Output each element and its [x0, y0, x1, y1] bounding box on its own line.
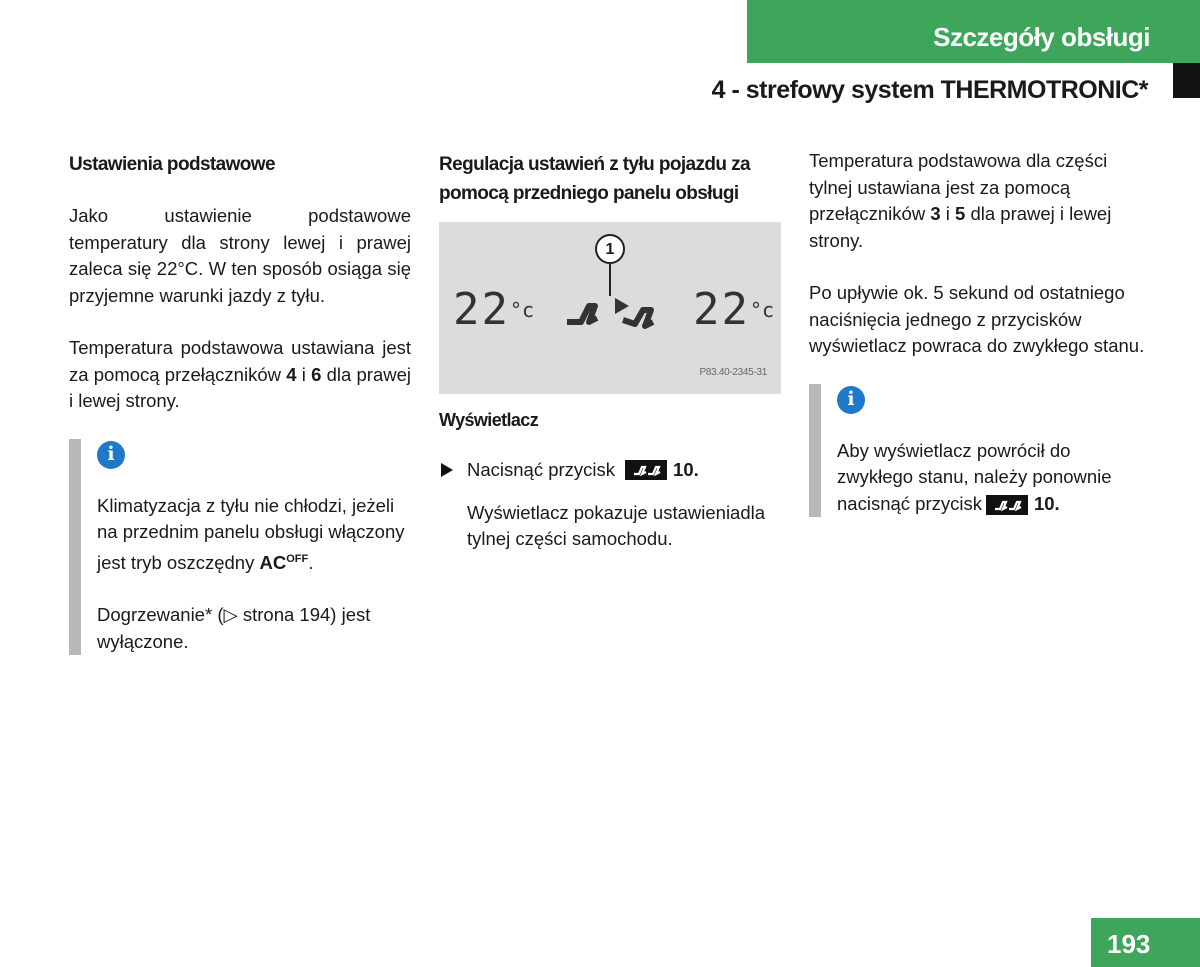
column-middle: [439, 150, 781, 553]
text: Temperatura podstawowa ustawiana jest za pomocą przełączników: [69, 337, 411, 385]
subheading-display: Wyświetlacz: [439, 410, 539, 430]
paragraph: Po upływie ok. 5 sekund od ostatniego naciśnięcia jednego z przycisków wyświetlacz powraca do zwykłego stanu.: [809, 282, 1145, 356]
text: i: [296, 363, 312, 385]
text: strona 194) jest wyłączone.: [97, 604, 371, 652]
temperature-left: [453, 284, 535, 335]
paragraph: [69, 335, 411, 415]
figure-code: P83.40-2345-31: [699, 366, 767, 378]
off-label: OFF: [286, 552, 309, 565]
switch-number: 3: [930, 203, 941, 224]
text: dla prawej i lewej strony.: [69, 363, 412, 411]
text: Klimatyzacja z tyłu nie chłodzi, jeżeli na przednim panelu obsługi włączony jest tryb oszczędny: [97, 494, 405, 573]
callout-number: 1: [605, 241, 615, 258]
info-icon: i: [837, 386, 865, 414]
button-number: 10: [1033, 492, 1055, 514]
info-paragraph: [97, 602, 411, 655]
text: Dogrzewanie* (: [97, 604, 224, 626]
instruction-step: [439, 457, 781, 484]
info-box: [809, 384, 1151, 518]
button-number: 10: [673, 459, 694, 480]
result-text: Wyświetlacz pokazuje ustawieniadla tylnej części samochodu.: [467, 501, 766, 549]
paragraph: Jako ustawienie podstawowe temperatury dla strony lewej i prawej zaleca się 22°C. W ten sposób osiąga się przyjemne warunki jazdy z tyłu.: [69, 205, 411, 306]
info-paragraph: [97, 493, 411, 577]
rear-climate-button-icon: [986, 495, 1028, 515]
temp-unit: °c: [509, 298, 535, 322]
ac-label: AC: [259, 551, 287, 573]
text: Temperatura podstawowa dla części tylnej ustawiana jest za pomocą przełączników: [809, 150, 1108, 224]
switch-number: 4: [286, 363, 297, 385]
switch-number: 5: [955, 203, 966, 224]
column-right: [809, 150, 1151, 517]
text: .: [1054, 492, 1060, 514]
page-subtitle: 4 - strefowy system THERMOTRONIC*: [711, 76, 1148, 104]
info-paragraph: [837, 438, 1151, 518]
text: dla prawej i lewej strony.: [809, 203, 1112, 251]
page-number-tab: [1091, 918, 1200, 967]
text: .: [693, 459, 699, 480]
thumb-index-marker: [1173, 63, 1200, 98]
bullet-triangle-icon: [441, 463, 453, 477]
display-figure: [439, 222, 781, 394]
info-box-bar: [809, 384, 821, 518]
paragraph: [809, 148, 1151, 254]
text: Nacisnąć przycisk: [467, 459, 616, 480]
temperature-right: [693, 284, 775, 335]
temp-value: 22: [453, 284, 510, 335]
temp-unit: °c: [749, 298, 775, 322]
info-icon: i: [97, 441, 125, 469]
heading-basic-settings: Ustawienia podstawowe: [69, 154, 275, 175]
text: Aby wyświetlacz powrócił do zwykłego stanu, należy ponownie nacisnąć przycisk: [837, 439, 1112, 514]
text: i: [940, 203, 956, 224]
info-box-bar: [69, 439, 81, 656]
switch-number: 6: [311, 363, 322, 385]
heading-rear-settings: Regulacja ustawień z tyłu pojazdu za pomocą przedniego panelu obsługi: [439, 154, 750, 204]
temp-value: 22: [693, 284, 750, 335]
section-tab: [747, 0, 1200, 63]
page-ref-arrow-icon: ▷: [223, 604, 238, 626]
column-left: [69, 150, 411, 655]
text: .: [308, 551, 314, 573]
section-title: Szczegóły obsługi: [933, 22, 1150, 52]
info-box: [69, 439, 411, 656]
rear-climate-button-icon: [625, 460, 667, 480]
page-number: 193: [1107, 929, 1151, 959]
